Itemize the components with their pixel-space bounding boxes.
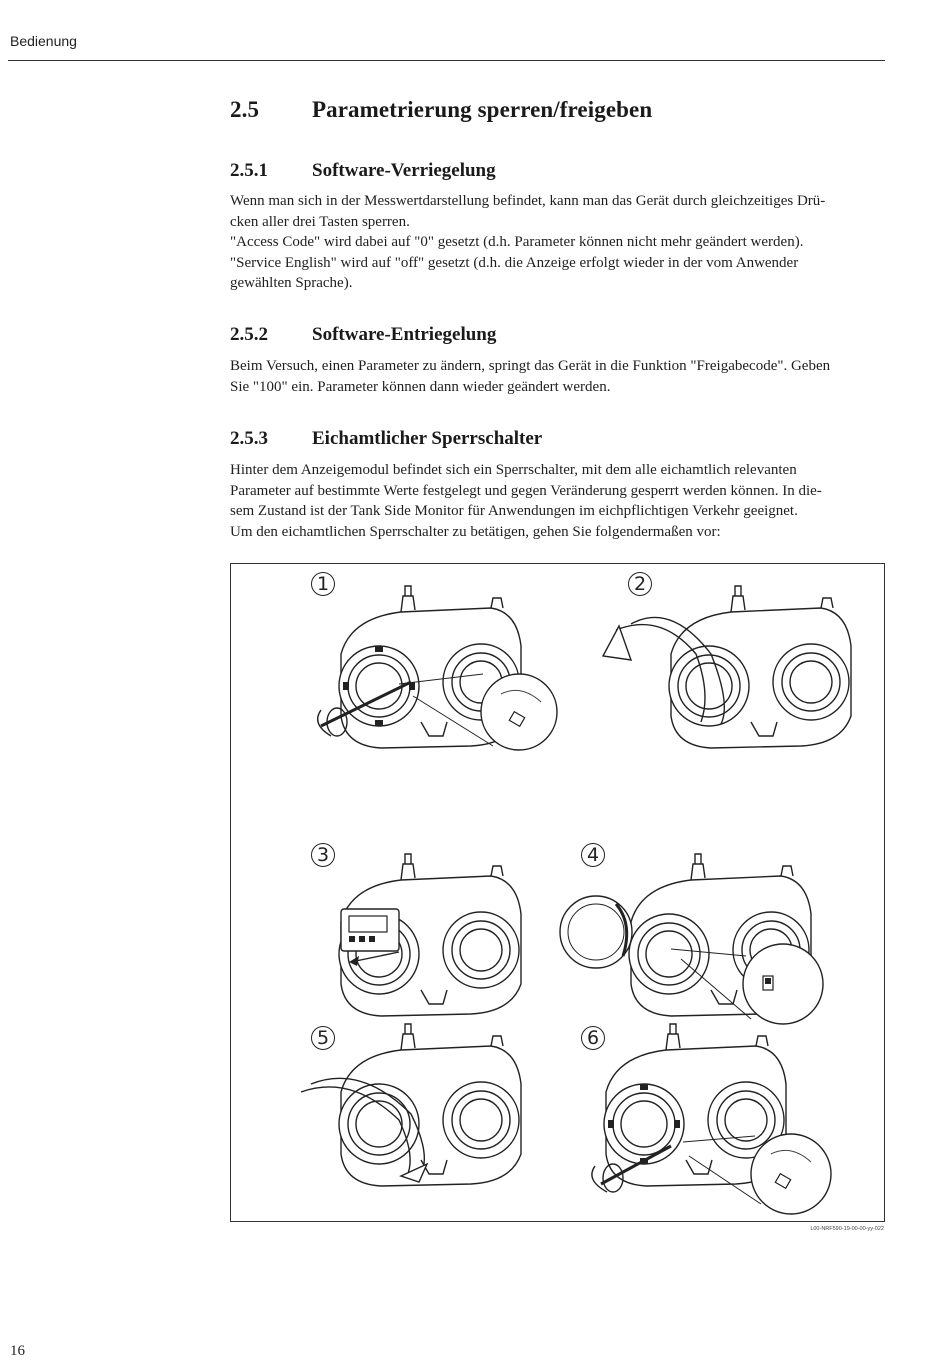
procedure-figure <box>230 563 885 1222</box>
text-line: Um den eichamtlichen Sperrschalter zu betätigen, gehen Sie folgendermaßen vor: <box>230 523 721 540</box>
step-2-marker: 2 <box>628 572 652 596</box>
step-5-marker: 5 <box>311 1026 335 1050</box>
subsection-number: 2.5.3 <box>230 428 268 449</box>
header-rule <box>8 60 885 61</box>
step-3-marker: 3 <box>311 843 335 867</box>
paragraph-lock-switch <box>230 460 890 542</box>
subsection-heading-3 <box>230 428 542 450</box>
text-line: Sie "100" ein. Parameter können dann wieder geändert werden. <box>230 378 611 395</box>
text-line: Wenn man sich in der Messwertdarstellung befindet, kann man das Gerät durch gleichzeitiges Drü- <box>230 193 826 209</box>
step-4-marker: 4 <box>581 843 605 867</box>
text-line: sem Zustand ist der Tank Side Monitor für Anwendungen im eichpflichtigen Verkehr geeignet. <box>230 503 798 520</box>
text-line: "Access Code" wird dabei auf "0" gesetzt (d.h. Parameter können nicht mehr geändert werden). <box>230 234 804 251</box>
section-title: Parametrierung sperren/freigeben <box>312 97 653 122</box>
paragraph-software-lock <box>230 191 890 294</box>
figure-illustration <box>231 564 886 1223</box>
text-line: gewählten Sprache). <box>230 275 353 292</box>
step-5-drawing <box>339 1024 521 1186</box>
paragraph-software-unlock <box>230 356 890 397</box>
subsection-title: Eichamtlicher Sperrschalter <box>312 428 543 449</box>
subsection-heading-2 <box>230 324 496 346</box>
text-line: cken aller drei Tasten sperren. <box>230 213 410 230</box>
step-6-marker: 6 <box>581 1026 605 1050</box>
page-number: 16 <box>10 1343 25 1359</box>
section-number: 2.5 <box>230 97 260 122</box>
subsection-number: 2.5.1 <box>230 160 268 181</box>
subsection-heading-1 <box>230 160 496 182</box>
subsection-title: Software-Entriegelung <box>312 324 497 345</box>
step-1-marker: 1 <box>311 572 335 596</box>
figure-caption: L00-NRF590-19-00-00-yy-022 <box>810 1226 884 1232</box>
text-line: "Service English" wird auf "off" gesetzt (d.h. die Anzeige erfolgt wieder in der vom Anwender <box>230 254 799 271</box>
text-line: Parameter auf bestimmte Werte festgelegt und gegen Veränderung gesperrt werden können. In die- <box>230 482 822 499</box>
step-2-drawing <box>669 586 851 748</box>
subsection-title: Software-Verriegelung <box>312 160 496 181</box>
subsection-number: 2.5.2 <box>230 324 268 345</box>
text-line: Hinter dem Anzeigemodul befindet sich ein Sperrschalter, mit dem alle eichamtlich relevanten <box>230 462 797 478</box>
text-line: Beim Versuch, einen Parameter zu ändern, springt das Gerät in die Funktion "Freigabecode". Geben <box>230 358 831 374</box>
running-head: Bedienung <box>10 33 77 49</box>
section-heading <box>230 97 652 123</box>
